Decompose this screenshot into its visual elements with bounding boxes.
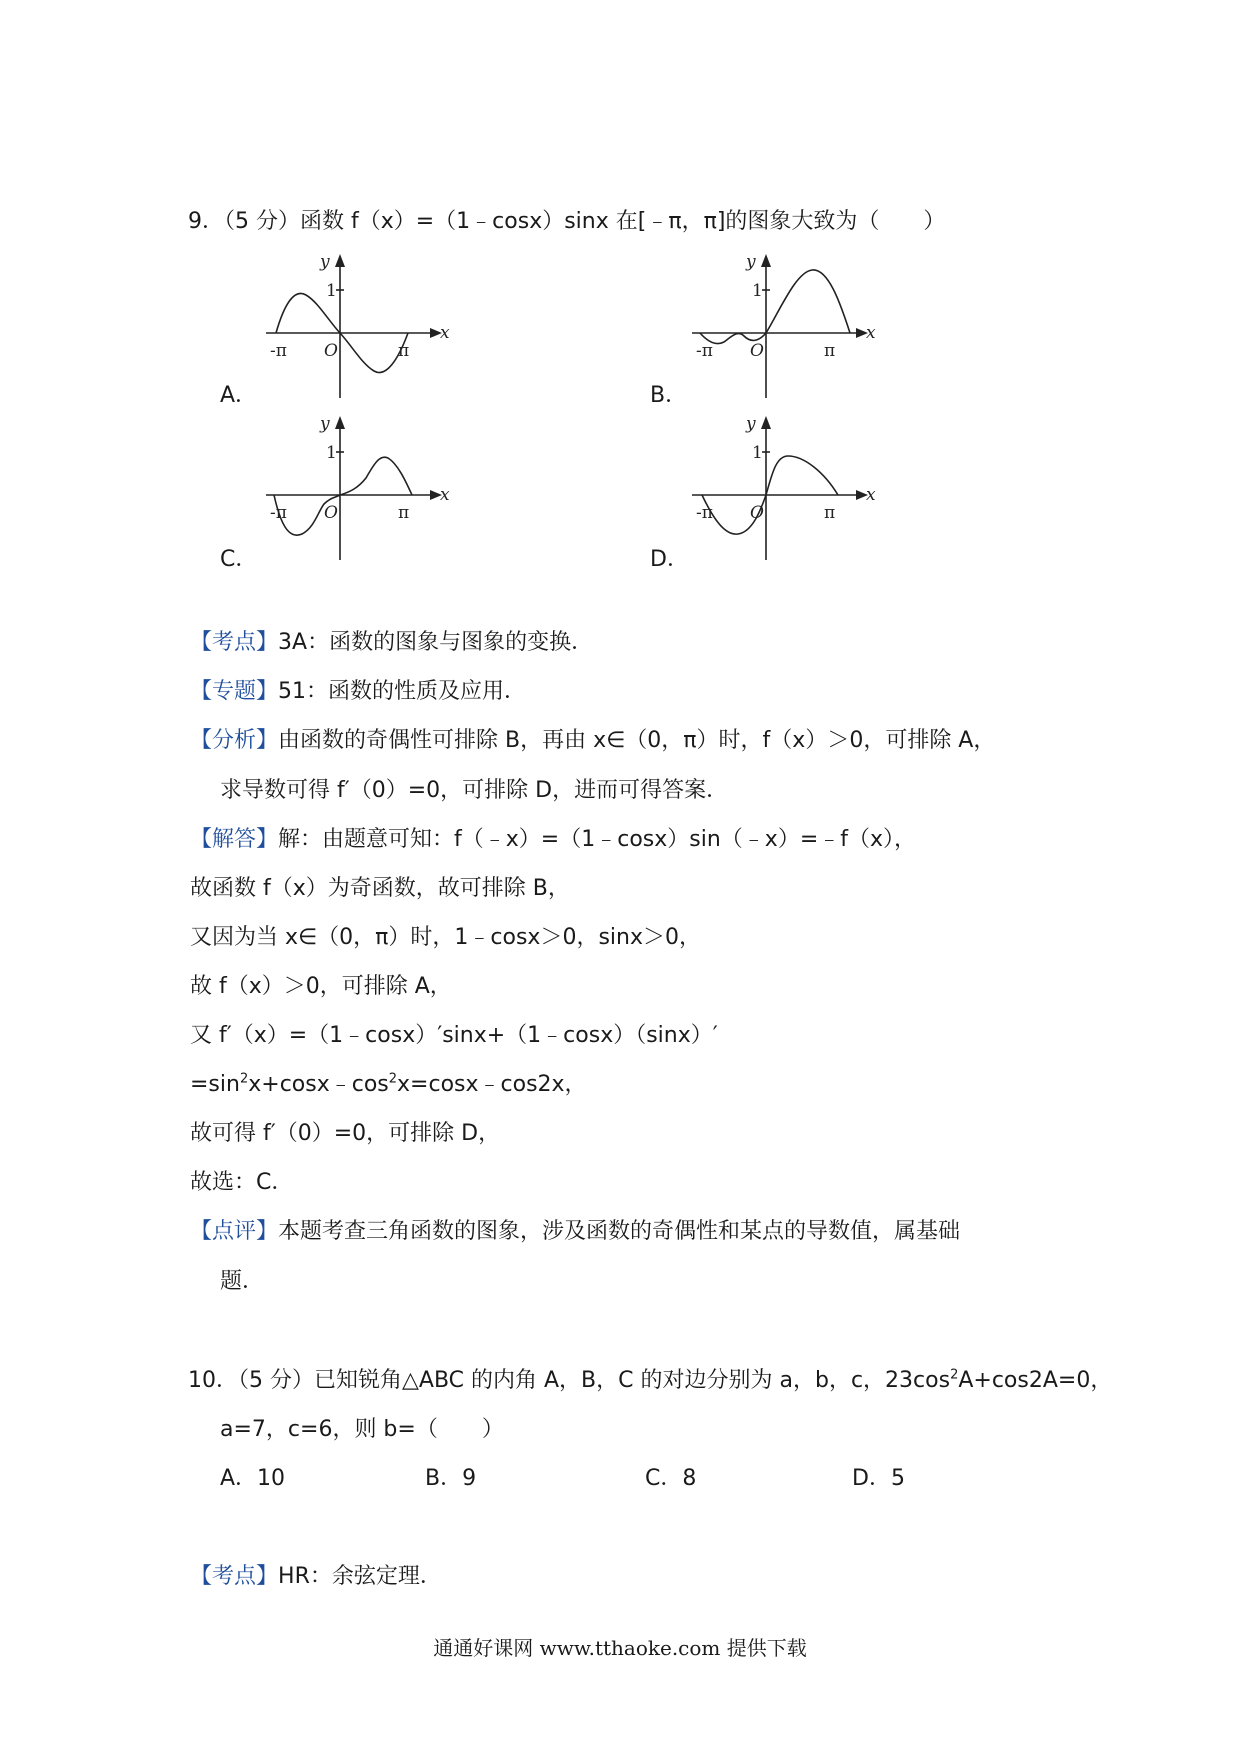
jieda-text-1: 解：由题意可知：f（﹣x）=（1﹣cosx）sin（﹣x）=﹣f（x），	[278, 827, 917, 852]
graph-d-negpi-label: -π	[696, 503, 713, 523]
deriv-sup-1: 2	[239, 1071, 249, 1087]
q10-stem-a: 10．（5 分）已知锐角△ABC 的内角 A，B，C 的对边分别为 a，b，c，23cos	[188, 1368, 951, 1393]
graph-d	[688, 412, 878, 562]
solution-line-2: 又因为当 x∈（0，π）时，1﹣cosx＞0，sinx＞0，	[190, 925, 701, 950]
graph-c-origin-label: O	[324, 503, 338, 523]
q10-choice-a: A．10	[220, 1466, 286, 1491]
graph-c-x-label: x	[440, 485, 450, 505]
fenxi-text-1: 由函数的奇偶性可排除 B，再由 x∈（0，π）时，f（x）＞0，可排除 A，	[278, 728, 996, 753]
solution-line-3: 故 f（x）＞0，可排除 A，	[190, 974, 452, 999]
graph-d-x-label: x	[866, 485, 876, 505]
graph-b-origin-label: O	[750, 341, 764, 361]
graph-c-y-label: y	[320, 414, 330, 434]
graph-a-origin-label: O	[324, 341, 338, 361]
solution-line-final-2: 故选：C．	[190, 1170, 294, 1195]
graph-d-y-label: y	[746, 414, 756, 434]
kaodian-line: 【考点】3A：函数的图象与图象的变换．	[190, 630, 594, 655]
zhuanti-tag: 专题	[212, 679, 257, 704]
kaodian-text: 3A：函数的图象与图象的变换．	[278, 630, 594, 655]
graph-d-origin-label: O	[750, 503, 764, 523]
q10-kaodian-text: HR：余弦定理．	[278, 1564, 442, 1589]
zhuanti-text: 51：函数的性质及应用．	[278, 679, 527, 704]
q10-stem-line-2: a=7，c=6，则 b=（ ）	[220, 1417, 504, 1442]
graph-c-pi-label: π	[398, 503, 410, 523]
option-a-label: A．	[220, 383, 258, 408]
graph-b-pi-label: π	[824, 341, 836, 361]
graph-c-negpi-label: -π	[270, 503, 287, 523]
graph-c-one-label: 1	[326, 443, 337, 463]
q10-choice-c: C．8	[645, 1466, 697, 1491]
option-c-label: C．	[220, 547, 258, 572]
graph-a-x-label: x	[440, 323, 450, 343]
solution-line-4: 又 f′（x）=（1﹣cosx）′sinx+（1﹣cosx）（sinx）′	[190, 1023, 718, 1048]
solution-line-final-1: 故可得 f′（0）=0，可排除 D，	[190, 1121, 501, 1146]
deriv-part-b: x+cosx﹣cos	[248, 1072, 389, 1097]
dianping-text-2: 题．	[220, 1269, 265, 1294]
fenxi-text-2: 求导数可得 f′（0）=0，可排除 D，进而可得答案．	[220, 778, 729, 803]
q10-stem-b: A+cos2A=0，	[958, 1368, 1113, 1393]
graph-a-negpi-label: -π	[270, 341, 287, 361]
graph-a-y-label: y	[320, 252, 330, 272]
graph-c	[262, 412, 452, 562]
graph-a-one-label: 1	[326, 281, 337, 301]
q10-stem-line-1	[188, 1366, 1112, 1396]
dianping-tag: 点评	[212, 1219, 257, 1244]
jieda-tag: 解答	[212, 827, 257, 852]
graph-b-x-label: x	[866, 323, 876, 343]
q9-stem: 9．（5 分）函数 f（x）=（1﹣cosx）sinx 在[﹣π，π]的图象大致为（ ）	[188, 209, 946, 234]
graph-b	[688, 250, 878, 400]
dianping-text-1: 本题考查三角函数的图象，涉及函数的奇偶性和某点的导数值，属基础	[278, 1219, 961, 1244]
q10-choice-d: D．5	[852, 1466, 905, 1491]
graph-b-one-label: 1	[752, 281, 763, 301]
dianping-line: 【点评】本题考查三角函数的图象，涉及函数的奇偶性和某点的导数值，属基础	[190, 1219, 961, 1244]
q10-kaodian-tag: 考点	[212, 1564, 257, 1589]
jieda-line: 【解答】解：由题意可知：f（﹣x）=（1﹣cosx）sin（﹣x）=﹣f（x），	[190, 827, 917, 852]
option-d-label: D．	[650, 547, 689, 572]
solution-line-1: 故函数 f（x）为奇函数，故可排除 B，	[190, 876, 570, 901]
q10-stem-sup: 2	[950, 1367, 959, 1383]
option-b-label: B．	[650, 383, 688, 408]
q10-choice-b: B．9	[425, 1466, 477, 1491]
graph-d-pi-label: π	[824, 503, 836, 523]
graph-b-negpi-label: -π	[696, 341, 713, 361]
deriv-sup-2: 2	[388, 1071, 398, 1087]
kaodian-tag: 考点	[212, 630, 257, 655]
page-footer: 通通好课网 www.tthaoke.com 提供下载	[433, 1636, 807, 1660]
zhuanti-line: 【专题】51：函数的性质及应用．	[190, 679, 527, 704]
graph-b-y-label: y	[746, 252, 756, 272]
graph-d-one-label: 1	[752, 443, 763, 463]
deriv-part-c: x=cosx﹣cos2x，	[397, 1072, 587, 1097]
graph-a-pi-label: π	[398, 341, 410, 361]
fenxi-tag: 分析	[212, 728, 257, 753]
graph-a	[262, 250, 452, 400]
q10-kaodian-line: 【考点】HR：余弦定理．	[190, 1564, 442, 1589]
solution-derivative	[190, 1070, 587, 1100]
deriv-part-a: =sin	[190, 1072, 240, 1097]
fenxi-line: 【分析】由函数的奇偶性可排除 B，再由 x∈（0，π）时，f（x）＞0，可排除 A，	[190, 728, 996, 753]
